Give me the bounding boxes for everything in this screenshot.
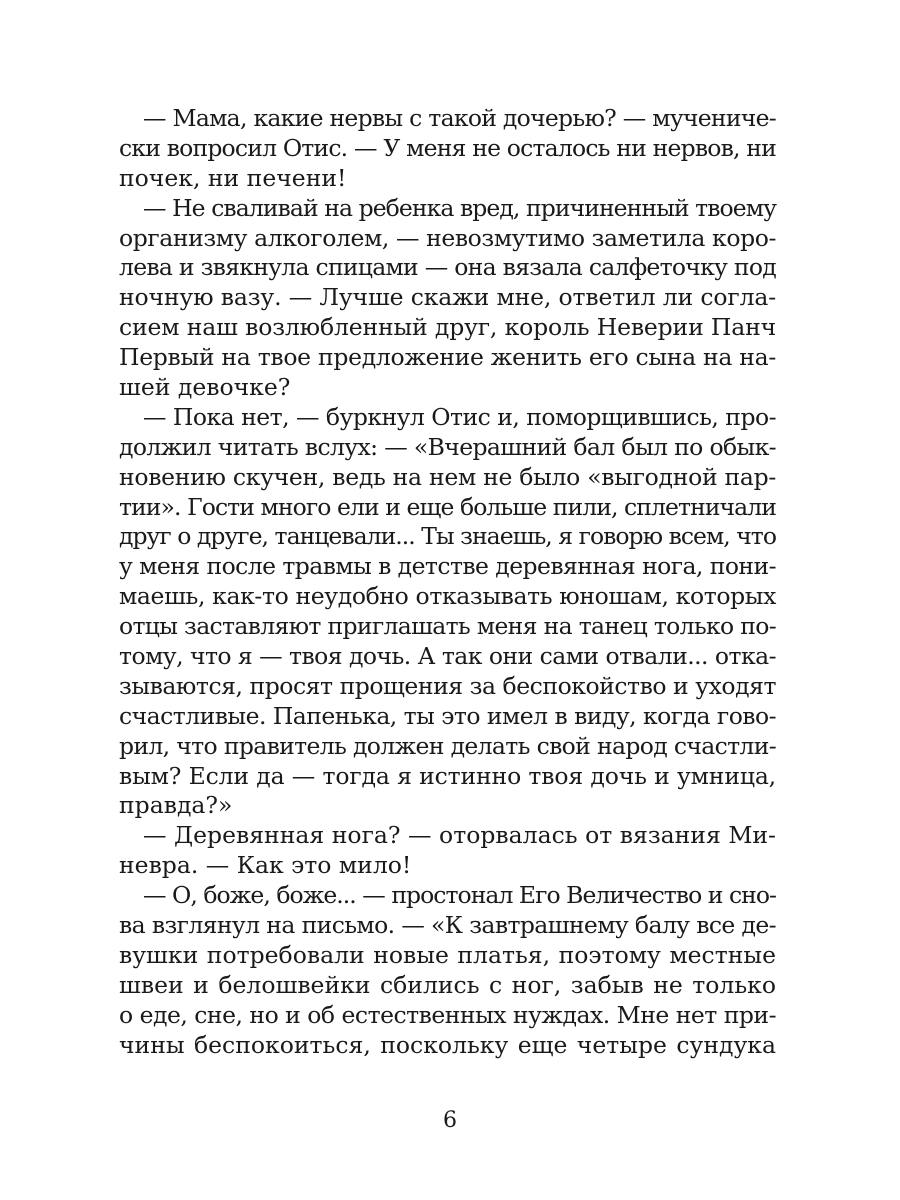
text-line: зываются, просят прощения за беспокойство и уходят: [119, 671, 776, 700]
text-line: — Пока нет, — буркнул Отис и, поморщившись, про-: [143, 402, 776, 431]
text-line: лева и звякнула спицами — она вязала салфеточку под: [119, 253, 776, 282]
text-line: новению скучен, ведь на нем не было «выгодной пар-: [119, 462, 776, 491]
text-line: ва взглянул на письмо. — «К завтрашнему балу все де-: [119, 911, 777, 940]
body-text: [119, 104, 776, 1061]
text-line: отцы заставляют приглашать меня на танец только по-: [119, 612, 776, 641]
text-line: маешь, как-то неудобно отказывать юношам, которых: [119, 582, 776, 611]
text-line: ски вопросил Отис. — У меня не осталось ни нервов, ни: [119, 133, 776, 162]
text-line: рил, что правитель должен делать свой народ счастли-: [119, 731, 776, 760]
text-line: друг о друге, танцевали... Ты знаешь, я говорю всем, что: [119, 522, 776, 551]
text-line: у меня после травмы в детстве деревянная нога, пони-: [119, 552, 776, 581]
text-line: организму алкоголем, — невозмутимо заметила коро-: [119, 223, 776, 252]
text-line: — Не сваливай на ребенка вред, причиненный твоему: [143, 193, 776, 222]
text-line: тому, что я — твоя дочь. А так они сами отвали... отка-: [119, 642, 776, 671]
text-line: чины беспокоиться, поскольку еще четыре сундука: [119, 1030, 776, 1059]
text-line: правда?»: [119, 791, 233, 820]
text-line: невра. — Как это мило!: [119, 851, 412, 880]
text-line: шей девочке?: [119, 373, 291, 402]
text-line: — О, боже, боже... — простонал Его Величество и сно-: [143, 881, 777, 910]
text-line: сием наш возлюбленный друг, король Неверии Панч: [119, 313, 776, 342]
text-line: — Деревянная нога? — оторвалась от вязания Ми-: [143, 821, 776, 850]
text-line: вым? Если да — тогда я истинно твоя дочь и умница,: [119, 761, 777, 790]
text-line: швеи и белошвейки сбились с ног, забыв не только: [119, 970, 776, 999]
text-line: почек, ни печени!: [119, 163, 347, 192]
text-line: вушки потребовали новые платья, поэтому местные: [119, 940, 776, 969]
text-line: Первый на твое предложение женить его сына на на-: [119, 343, 776, 372]
text-line: счастливые. Папенька, ты это имел в виду, когда гово-: [119, 701, 777, 730]
text-line: о еде, сне, но и об естественных нуждах. Мне нет при-: [119, 1000, 776, 1029]
text-line: ночную вазу. — Лучше скажи мне, ответил ли согла-: [119, 283, 777, 312]
page-number: 6: [443, 1108, 457, 1133]
text-line: тии». Гости много ели и еще больше пили, сплетничали: [119, 492, 776, 521]
text-line: — Мама, какие нервы с такой дочерью? — мучениче-: [143, 104, 776, 132]
text-line: должил читать вслух: — «Вчерашний бал был по обык-: [119, 432, 776, 461]
